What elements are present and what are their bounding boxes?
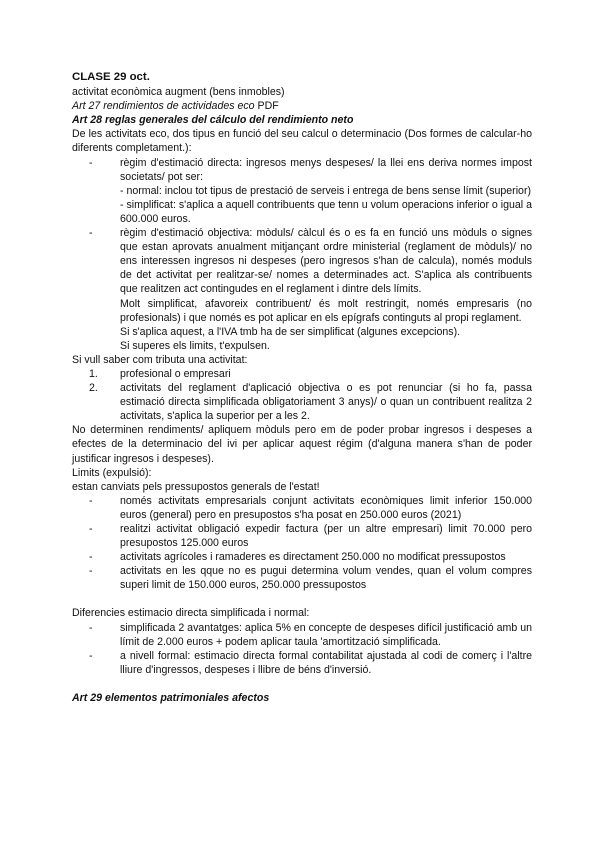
item-text: profesional o empresari: [120, 367, 231, 380]
spacer: [72, 592, 532, 606]
bullet-text: règim d'estimació directa: ingresos menys despeses/ la llei ens deriva normes impost societats/ pot ser:: [120, 156, 532, 183]
bullet-dash: -: [89, 649, 93, 662]
bullet-dash: -: [89, 551, 93, 564]
bullet-dash: -: [89, 156, 93, 169]
objectiva-note-1: Molt simplificat, afavoreix contribuent/ és molt restringit, només empresaris (no profesionals) i que només es pot aplicar en els epígrafs continguts al propi reglament.: [120, 297, 532, 324]
art28-heading: Art 28 reglas generales del cálculo del rendimiento neto: [72, 114, 354, 127]
si-vull-line: Si vull saber com tributa una activitat:: [72, 353, 248, 366]
no-determinen-paragraph: No determinen rendiments/ apliquem mòduls pero em de poder probar ingresos i despeses a efectes de la determinacio del ivi per aplicar aquest régim (d'alguna manera s'han de poder justificar ingresos i despeses).: [72, 424, 532, 465]
limits-title: Limits (expulsió):: [72, 466, 152, 479]
bullet-estimacio-objectiva: [72, 226, 532, 296]
limit-bullet-2: [72, 522, 532, 550]
bullet-dash: -: [89, 565, 93, 578]
topic-line: activitat econòmica augment (bens inmobles): [72, 86, 285, 99]
bullet-text: activitats agrícoles i ramaderes es directament 250.000 no modificat pressupostos: [120, 551, 506, 564]
document-page: [72, 70, 532, 705]
pdf-label: PDF: [257, 100, 279, 113]
sub-normal: - normal: inclou tot tipus de prestació de serveis i entrega de bens sense límit (superior): [120, 184, 531, 197]
limit-bullet-3: [72, 550, 532, 564]
art29-heading: Art 29 elementos patrimoniales afectos: [72, 691, 270, 704]
spacer: [72, 677, 532, 691]
bullet-text: realitzi activitat obligació expedir factura (per un altre empresari) limit 70.000 pero presupostos 125.000 euros: [120, 523, 532, 550]
diferencies-line: Diferencies estimacio directa simplificada i normal:: [72, 607, 310, 620]
bullet-text: règim d'estimació objectiva: mòduls/ càlcul és o es fa en funció uns mòduls o signes que estan aprovats anualment mitjançant ordre ministerial (reglament de mòduls)/ no ens interessen ingresos ni despeses (pero ingresos s'han de calcula), només moduls de det activitat per realitzar-se/ nomes a determinades act. S'aplica als contribuents que realitzen act contingudes en el reglament i dintre dels límits.: [120, 227, 532, 296]
item-number: 1.: [89, 367, 98, 380]
numbered-item-1: [72, 367, 532, 381]
item-text: activitats del reglament d'aplicació objectiva o es pot renunciar (si ho fa, passa estimació directa simplificada obligatoriament 3 anys)/ o quan un contribuent realitza 2 activitats, s'aplica la superior per a les 2.: [120, 382, 532, 423]
bullet-text: a nivell formal: estimacio directa formal contabilitat ajustada al codi de comerç i l'altre lliure d'ingressos, despeses i llibre de béns d'inversió.: [120, 649, 532, 676]
numbered-item-2: [72, 381, 532, 423]
limit-bullet-1: [72, 494, 532, 522]
intro-paragraph: De les activitats eco, dos tipus en funció del seu calcul o determinacio (Dos formes de calcular-ho diferents completament.):: [72, 128, 532, 155]
estan-canviats-line: estan canviats pels pressupostos generals de l'estat!: [72, 480, 320, 493]
bullet-dash: -: [89, 494, 93, 507]
objectiva-note-3: Si superes els limits, t'expulsen.: [120, 339, 270, 352]
sub-simplificat: - simplificat: s'aplica a aquell contribuents que tenn u volum operacions inferior o igual a 600.000 euros.: [120, 198, 532, 225]
art27-text: Art 27 rendimientos de actividades eco: [72, 100, 255, 113]
document-title: CLASE 29 oct.: [72, 71, 150, 83]
item-number: 2.: [89, 382, 98, 395]
bullet-text: només activitats empresarials conjunt activitats econòmiques limit inferior 150.000 euros (general) pero en presupostos s'ha posat en 250.000 euros (2021): [120, 494, 532, 521]
diff-bullet-2: [72, 649, 532, 677]
bullet-dash: -: [89, 227, 93, 240]
bullet-estimacio-directa: [72, 156, 532, 184]
art27-line: [72, 99, 532, 113]
bullet-text: activitats en les qque no es pugui determina volum vendes, quan el volum compres superi limit de 150.000 euros, 250.000 pressupostos: [120, 565, 532, 592]
bullet-dash: -: [89, 523, 93, 535]
objectiva-note-2: Si s'aplica aquest, a l'IVA tmb ha de ser simplificat (algunes excepcions).: [120, 325, 461, 338]
bullet-dash: -: [89, 621, 93, 634]
bullet-text: simplificada 2 avantatges: aplica 5% en concepte de despeses difícil justificació amb un límit de 2.000 euros + podem aplicar taula 'amortització simplificada.: [120, 621, 532, 648]
diff-bullet-1: [72, 621, 532, 649]
limit-bullet-4: [72, 564, 532, 592]
